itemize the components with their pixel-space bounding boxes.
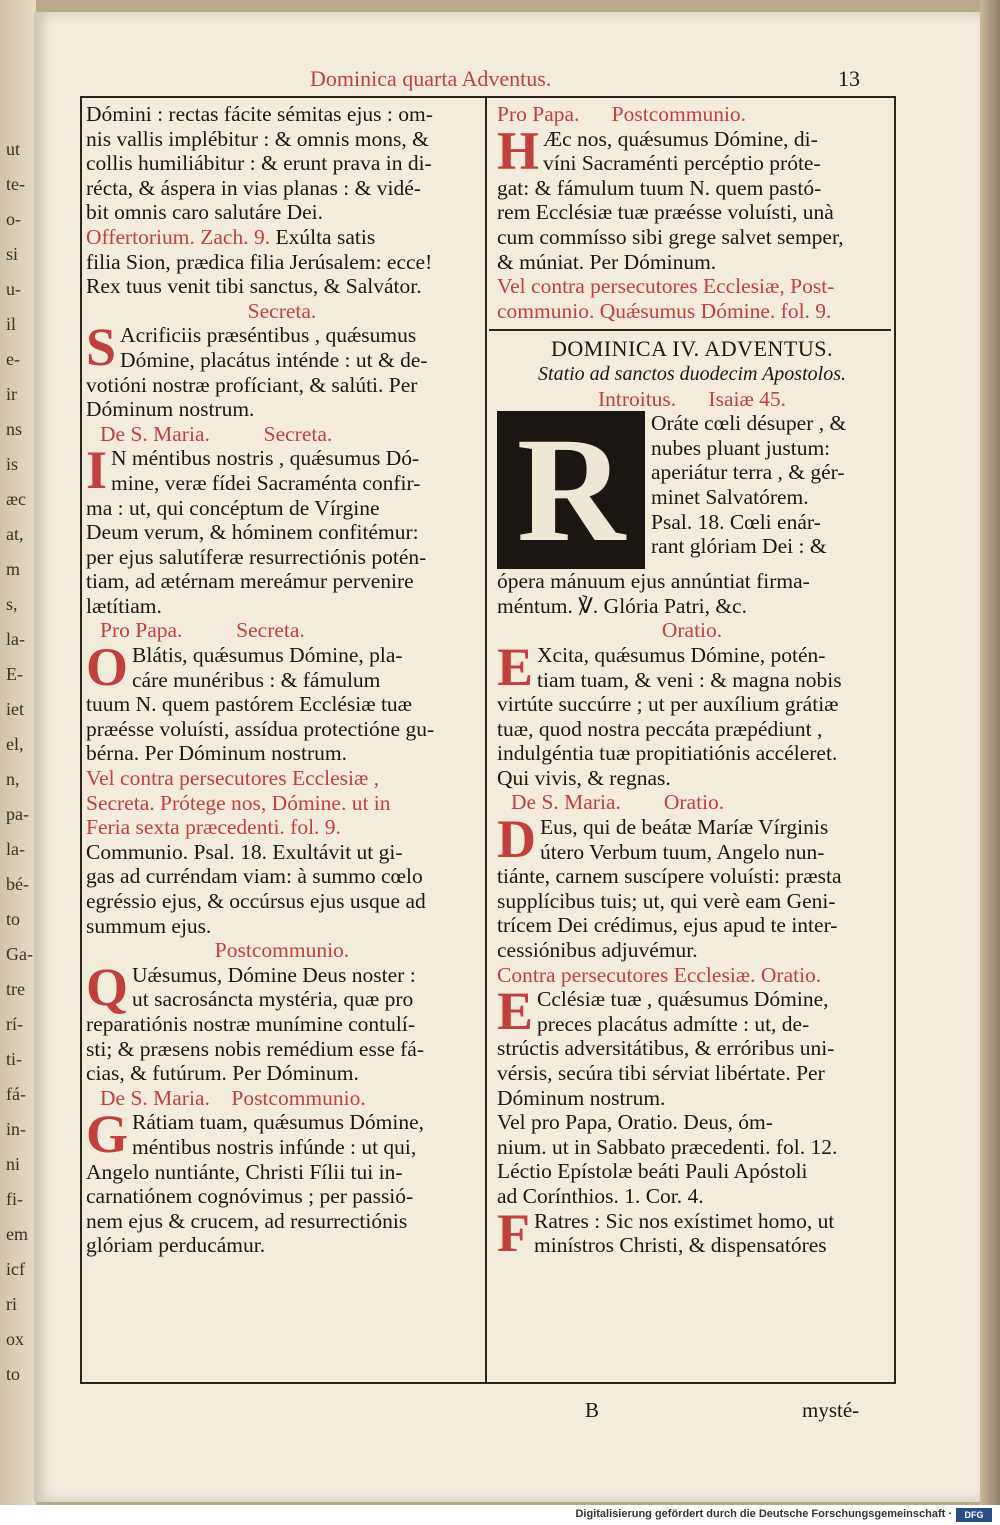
drop-initial: F	[497, 1202, 530, 1263]
text-line: ópera mánuum ejus annúntiat firma-	[497, 569, 810, 594]
text-line: mine, veræ fídei Sacraménta confir-	[111, 470, 421, 495]
offertorium: Offertorium. Zach. 9. Exúlta satis	[86, 224, 376, 249]
text-line: Oráte cœli désuper , &	[651, 411, 847, 436]
previous-page-fragment: ox	[6, 1329, 24, 1349]
text-line: tiánte, carnem suscípere voluísti: præsta	[497, 864, 842, 889]
text-line: supplícibus tuis; ut, qui verè eam Geni-	[497, 888, 836, 913]
previous-page-fragment: rí-	[6, 1014, 23, 1034]
text-line: collis humiliábitur : & erunt prava in di-	[86, 151, 432, 176]
text-line: Léctio Epístolæ beáti Pauli Apóstoli	[497, 1159, 808, 1184]
persecutores-postcommunio	[497, 274, 887, 323]
text-line: communio. Quǽsumus Dómine. fol. 9.	[497, 298, 832, 323]
text-line: Vel contra persecutores Ecclesiæ, Post-	[497, 274, 835, 299]
papa-postcommunio-prayer	[497, 120, 887, 275]
funding-credit: Digitalisierung gefördert durch die Deutsche Forschungsgemeinschaft ·	[575, 1508, 952, 1520]
text-line: Rátiam tuam, quǽsumus Dómine,	[132, 1110, 425, 1135]
previous-page-fragment: n,	[6, 769, 20, 789]
previous-page-fragment: ti-	[6, 1049, 22, 1069]
text-line: cáre munéribus : & fámulum	[132, 667, 381, 692]
text-line: Acrificiis præséntibus , quǽsumus	[120, 323, 417, 348]
previous-page-fragment: pa-	[6, 804, 29, 824]
text-line: per ejus salutíferæ resurrectiónis potén-	[86, 544, 427, 569]
text-line: Eus, qui de beátæ Maríæ Vírginis	[540, 815, 829, 840]
dfg-logo: DFG	[956, 1508, 992, 1522]
text-line: N méntibus nostris , quǽsumus Dó-	[111, 446, 420, 471]
text-line: gas ad curréndam viam: à summo cœlo	[86, 864, 423, 889]
section-rule	[489, 329, 891, 331]
text-line: glóriam perducámur.	[86, 1233, 266, 1258]
text-line: bit omnis caro salutáre Dei.	[86, 200, 324, 225]
previous-page-fragment: ni	[6, 1154, 21, 1174]
text-line: méntibus nostris infúnde : ut qui,	[132, 1134, 417, 1159]
catchword: mysté-	[802, 1398, 860, 1422]
text-line: Angelo nuntiánte, Christi Fílii tui in-	[86, 1159, 403, 1184]
text-line: Dóminum nostrum.	[497, 1085, 666, 1110]
text-line: trícem Dei crédimus, ejus apud te inter-	[497, 913, 838, 938]
introitus	[497, 411, 887, 569]
text-line: tiam, ad ætérnam mereámur pervenire	[86, 569, 414, 594]
persecutores-oratio-heading: Contra persecutores Ecclesiæ. Oratio.	[497, 962, 822, 987]
previous-page-fragment: fá-	[6, 1084, 26, 1104]
text-line: preces placátus admítte : ut, de-	[537, 1011, 810, 1036]
postcommunio-heading: Postcommunio.	[214, 938, 350, 963]
lectio-heading	[497, 1159, 887, 1208]
text-line: Feria sexta præcedenti. fol. 9.	[86, 815, 341, 840]
previous-page-fragment: si	[6, 244, 19, 264]
text-line: tuum N. quem pastórem Ecclésiæ tuæ	[86, 692, 413, 717]
previous-page-fragment: to	[6, 909, 21, 929]
page-number: 13	[838, 66, 860, 91]
text-line: méntum. ℣. Glória Patri, &c.	[497, 593, 747, 618]
papa-postcommunio-heading: Pro Papa. Postcommunio.	[497, 102, 747, 126]
right-column	[497, 102, 887, 1263]
text-line: tuæ, quod nostra peccáta præpédiunt ,	[497, 716, 823, 741]
drop-initial: Q	[86, 956, 129, 1017]
text-line: víni Sacraménti percéptio próte-	[543, 151, 821, 176]
secreta-prayer	[86, 317, 478, 422]
previous-page-fragment: o-	[6, 209, 21, 229]
text-line: egréssio ejus, & occúrsus ejus usque ad	[86, 889, 426, 913]
left-column	[86, 102, 478, 1258]
text-line: tiam tuam, & veni : & magna nobis	[537, 667, 842, 692]
maria-postcommunio-prayer	[86, 1104, 478, 1258]
drop-initial: I	[86, 440, 108, 501]
previous-page-fragment: ir	[6, 384, 17, 404]
dominica-title: DOMINICA IV. ADVENTUS.	[551, 336, 833, 362]
text-line: votióni nostræ profíciant, & salúti. Per	[86, 372, 418, 397]
previous-page-fragment: ut	[6, 139, 21, 159]
previous-page-fragment: ns	[6, 419, 23, 439]
text-line: ad Corínthios. 1. Cor. 4.	[497, 1183, 704, 1208]
text-line: rem Ecclésiæ tuæ præésse voluísti, unà	[497, 200, 834, 225]
previous-page-fragment: te-	[6, 174, 25, 194]
previous-page-fragment: bé-	[6, 874, 29, 894]
text-line: indulgéntia tuæ propitiatiónis accéleret.	[497, 741, 838, 766]
text-line: aperiátur terra , & gér-	[651, 460, 845, 485]
gospel-tail	[86, 102, 478, 225]
text-line: cessiónibus adjuvémur.	[497, 938, 698, 963]
papa-secreta-heading: Pro Papa. Secreta.	[100, 618, 305, 643]
previous-page-fragment: s,	[6, 594, 18, 614]
text-line: & múniat. Per Dóminum.	[497, 249, 717, 274]
maria-secreta-prayer	[86, 440, 478, 618]
ornamental-initial: R	[497, 411, 645, 569]
drop-initial: E	[497, 981, 534, 1042]
drop-initial: G	[86, 1104, 129, 1165]
text-line: Æc nos, quǽsumus Dómine, di-	[543, 126, 818, 151]
text-line: Qui vivis, & regnas.	[497, 765, 671, 790]
previous-page-fragment: il	[6, 314, 17, 334]
previous-page-fragment: m	[6, 559, 21, 579]
postcommunio-prayer	[86, 956, 478, 1086]
text-line: ut sacrosáncta mystéria, quæ pro	[132, 987, 414, 1012]
previous-page-fragment: E-	[6, 664, 23, 684]
introitus-after	[497, 569, 887, 618]
oratio-heading: Oratio.	[661, 618, 723, 643]
papa-secreta-prayer	[86, 637, 478, 766]
text-line: nubes pluant justum:	[651, 435, 831, 460]
footer-bar	[0, 1505, 1000, 1525]
previous-page-fragment: e-	[6, 349, 20, 369]
maria-secreta-heading: De S. Maria. Secreta.	[100, 421, 333, 446]
text-line: sti; & præsens nobis remédium esse fá-	[86, 1036, 424, 1061]
text-line: Dómine, placátus inténde : ut & de-	[120, 347, 428, 372]
epistola	[497, 1202, 887, 1263]
text-line: minístros Christi, & dispensatóres	[534, 1233, 827, 1258]
text-line: nem ejus & crucem, ad resurrectiónis	[86, 1208, 408, 1233]
page-edge	[980, 0, 1000, 1505]
persecutores-oratio-prayer	[497, 981, 887, 1110]
text-line: Ratres : Sic nos exístimet homo, ut	[534, 1208, 835, 1233]
text-line: Psal. 18. Cœli enár-	[651, 509, 821, 534]
text-line: reparatiónis nostræ munímine contulí-	[86, 1011, 416, 1036]
text-line: Communio. Psal. 18. Exultávit ut gi-	[86, 839, 403, 864]
previous-page-fragment: ri	[6, 1294, 17, 1314]
text-line: carnatiónem cognóvimus ; per passió-	[86, 1184, 414, 1209]
previous-page-edge	[0, 0, 36, 1505]
maria-oratio-heading: De S. Maria. Oratio.	[511, 790, 725, 815]
text-line: Cclésiæ tuæ , quǽsumus Dómine,	[537, 987, 829, 1012]
text-line: ma : ut, qui concéptum de Vírgine	[86, 495, 380, 520]
secreta-heading: Secreta.	[247, 298, 317, 323]
drop-initial: O	[86, 637, 129, 698]
offertorium-line: filia Sion, prædica filia Jerúsalem: ecce!	[86, 249, 433, 274]
text-line: récta, & áspera in vias planas : & vidé-	[86, 175, 421, 200]
previous-page-fragment: la-	[6, 839, 25, 859]
text-line: rant glóriam Dei : &	[651, 534, 827, 559]
maria-postcommunio-heading: De S. Maria. Postcommunio.	[100, 1085, 366, 1110]
text-line: cias, & futúrum. Per Dóminum.	[86, 1061, 359, 1086]
text-line: strúctis adversitátibus, & erróribus uni-	[497, 1036, 835, 1061]
text-line: Blátis, quǽsumus Dómine, pla-	[132, 643, 403, 668]
previous-page-fragment: fi-	[6, 1189, 23, 1209]
offertorium-line: Rex tuus venit tibi sanctus, & Salvátor.	[86, 274, 422, 299]
previous-page-fragment: at,	[6, 524, 24, 544]
previous-page-fragment: æc	[6, 489, 26, 509]
text-line: cum commísso sibi grege salvet semper,	[497, 224, 844, 249]
previous-page-fragment: em	[6, 1224, 28, 1244]
introitus-heading: Introitus. Isaiæ 45.	[597, 386, 787, 411]
text-line: minet Salvatórem.	[651, 484, 809, 509]
text-line: Dómini : rectas fácite sémitas ejus : om-	[86, 102, 433, 126]
text-line: lætítiam.	[86, 593, 162, 618]
text-line: útero Verbum tuum, Angelo nun-	[540, 839, 825, 864]
previous-page-fragment: u-	[6, 279, 21, 299]
text-line: Vel contra persecutores Ecclesiæ ,	[86, 766, 380, 791]
persecutores-secreta	[86, 766, 478, 840]
text-line: gat: & fámulum tuum N. quem pastó-	[497, 175, 822, 200]
text-line: Uǽsumus, Dómine Deus noster :	[132, 962, 416, 987]
previous-page-fragment: in-	[6, 1119, 26, 1139]
text-line: Deum verum, & hóminem confitémur:	[86, 520, 419, 545]
text-line: Vel pro Papa, Oratio. Deus, óm-	[497, 1110, 773, 1135]
text-line: virtúte succúrre ; ut per auxílium grátiæ	[497, 692, 839, 717]
maria-oratio-prayer	[497, 809, 887, 963]
previous-page-fragment: iet	[6, 699, 24, 719]
previous-page-fragment: icf	[6, 1259, 25, 1279]
column-divider	[485, 96, 487, 1384]
previous-page-fragment: to	[6, 1364, 21, 1384]
papa-oratio	[497, 1110, 887, 1159]
previous-page-fragment: tre	[6, 979, 25, 999]
previous-page-fragment: Ga-	[6, 944, 33, 964]
oratio-prayer	[497, 636, 887, 791]
previous-page-fragment: is	[6, 454, 19, 474]
drop-initial: D	[497, 809, 536, 870]
text-line: vérsis, secúra tibi sérviat libértate. Per	[497, 1061, 825, 1085]
previous-page-fragment: el,	[6, 734, 24, 754]
drop-initial: H	[497, 120, 540, 181]
text-line: nis vallis implébitur : & omnis mons, &	[86, 126, 429, 151]
communio	[86, 840, 478, 938]
text-line: Dóminum nostrum.	[86, 397, 255, 422]
text-line: Secreta. Prótege nos, Dómine. ut in	[86, 790, 391, 815]
text-line: summum ejus.	[86, 913, 212, 938]
text-line: nium. ut in Sabbato præcedenti. fol. 12.	[497, 1134, 838, 1159]
signature-mark: B	[585, 1398, 600, 1422]
statio-line: Statio ad sanctos duodecim Apostolos.	[538, 362, 846, 385]
running-head: Dominica quarta Adventus.	[310, 66, 552, 91]
previous-page-fragment: la-	[6, 629, 25, 649]
text-line: præésse voluísti, assídua protectióne gu-	[86, 716, 435, 741]
drop-initial: S	[86, 317, 117, 378]
text-line: bérna. Per Dóminum nostrum.	[86, 741, 347, 766]
text-line: Xcita, quǽsumus Dómine, potén-	[537, 642, 826, 667]
drop-initial: E	[497, 636, 534, 697]
